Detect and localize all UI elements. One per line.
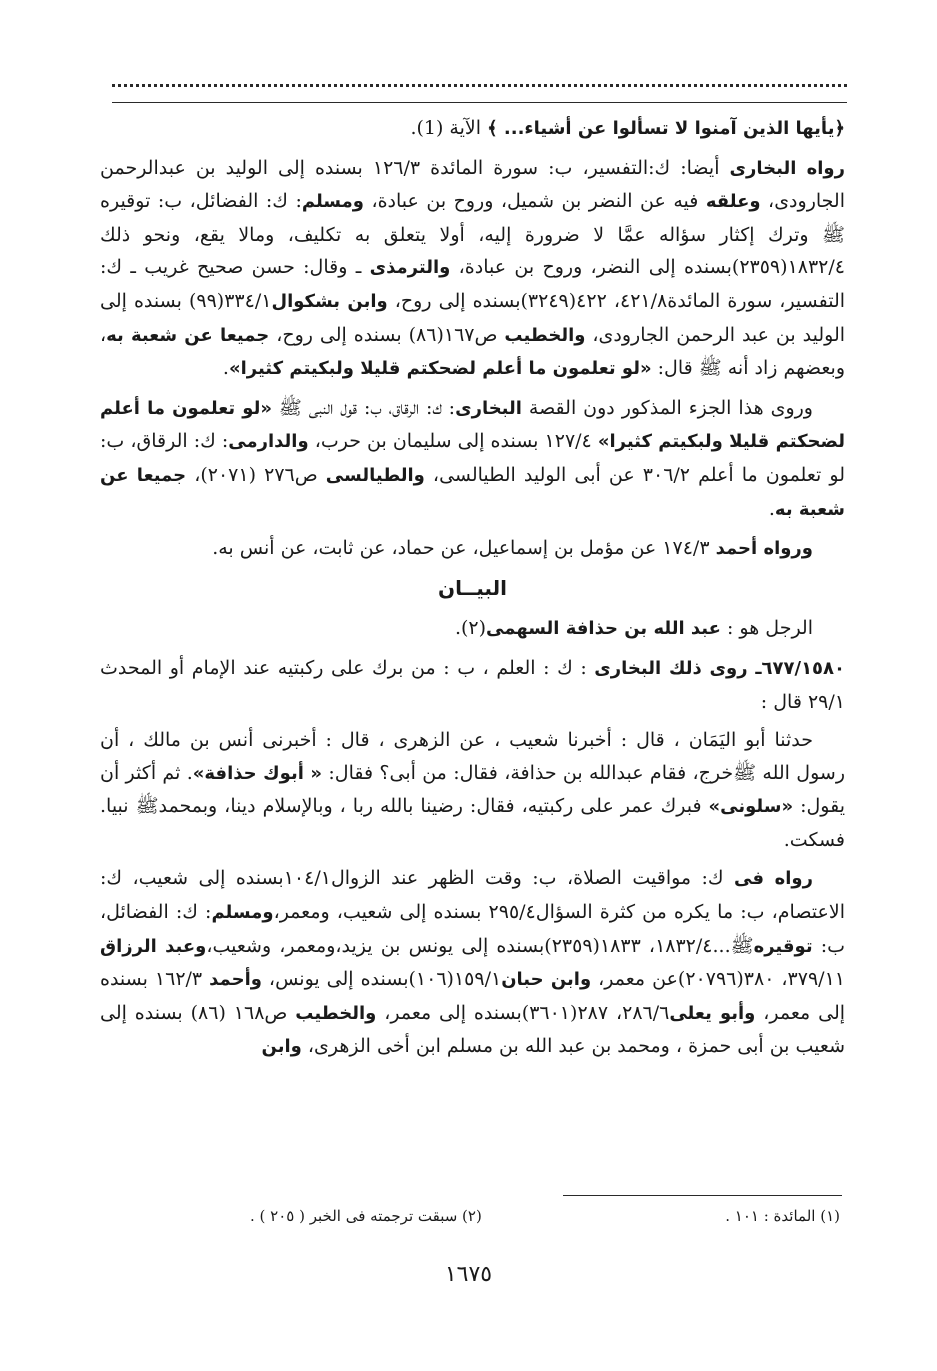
bold-span: «لو تعلمون ما أعلم لضحكتم قليلا ولبكيتم كثيرا» — [100, 397, 846, 453]
text-span: ، وبعضهم زاد أنه ﷺ قال: — [100, 323, 845, 380]
hadith-block — [100, 612, 845, 1064]
text-span: . ثم أكثر أن يقول: — [100, 761, 845, 818]
text-span: : ك: الفضائل، ب: توقيره ﷺ وترك إكثار سؤاله عمَّا لا ضرورة إليه، أولا يتعلق به تكليف، ومالا يقع، ونحو ذلك ١٨٣٢/٤(٢٣٥٩)بسنده إلى النضر، وروح بن عبادة، — [100, 190, 845, 279]
bold-span: وابن بشكوال — [271, 290, 388, 312]
bold-span: وابن — [261, 1036, 302, 1058]
bold-span: والخطيب — [504, 324, 586, 346]
footnote-1: (١) المائدة : ١٠١ . — [725, 1207, 840, 1225]
page-number: ١٦٧٥ — [444, 1262, 493, 1287]
paragraph — [100, 724, 845, 856]
text-span: ك: مواقيت الصلاة، ب: وقت الظهر عند الزوال١٠٤/١بسنده إلى شعيب، ك: الاعتصام، ب: ما يكره من كثرة السؤال٢٩٥/٤ بسنده إلى شعيب، ومعمر، — [100, 867, 845, 924]
bold-span: «لو تعلمون ما أعلم لضحكتم قليلا ولبكيتم كثيرا» — [228, 358, 652, 380]
bold-span: البخارى — [455, 397, 522, 419]
bold-span: والطيالسى — [325, 464, 425, 486]
footnote-2: (٢) سبقت ترجمته فى الخبر ( ٢٠٥ ) . — [250, 1207, 482, 1225]
paragraph — [100, 652, 845, 718]
bold-span: والخطيب — [295, 1002, 377, 1024]
bold-span: والدارمى — [228, 431, 309, 453]
text-span: ١٦٢/٣ بسنده إلى معمر، — [100, 968, 846, 1024]
text-span: ٣٣٤/١(٩٩) بسنده إلى الوليد بن عبد الرحمن الجارودى، — [100, 289, 846, 346]
text-span: ﷺ...١٨٣٢/٤، ١٨٣٣(٢٣٥٩)بسنده إلى يونس بن يزيد،ومعمر، وشعيب، — [206, 934, 754, 957]
text-span: ١٢٧/٤ بسنده إلى سليمان بن حرب، — [308, 430, 598, 453]
bold-span: ومسلم — [301, 191, 364, 213]
text-span: . — [768, 497, 775, 520]
text-span: فبرك عمر على ركبتيه، فقال: رضينا بالله ربا ، وبالإسلام دينا، وبمحمدﷺ نبيا. فسكت. — [100, 795, 845, 851]
bold-span: جميعا عن شعبة به — [100, 464, 845, 520]
top-dotted-line — [112, 84, 847, 87]
bold-span: وأحمد — [209, 969, 262, 991]
bold-span: ورواه أحمد — [715, 538, 813, 560]
bold-span: وعبد الرزاق — [100, 935, 207, 957]
footnotes — [250, 1205, 840, 1227]
paragraph — [100, 532, 845, 566]
text-span: فيه عن النضر بن شميل، وروح بن عبادة، — [363, 190, 706, 213]
text-span: . — [222, 357, 229, 380]
text-span: : ك : العلم ، ب : من برك على ركبتيه عند الإمام أو المحدث ٢٩/١ قال : — [100, 656, 845, 713]
footnote-rule — [563, 1195, 842, 1196]
bold-span: جميعا عن شعبة به — [106, 324, 270, 346]
section-heading: البيــان — [438, 575, 507, 600]
text-span: (٢). — [454, 617, 487, 640]
text-span: : ك: الفضائل، ب: — [100, 901, 846, 957]
text-span: ص١٦٧(٨٦) بسنده إلى روح، — [269, 323, 505, 346]
bold-span: «سلونى» — [708, 796, 794, 818]
main-text — [100, 112, 845, 1070]
bold-span: ٦٧٧/١٥٨٠ـ روى ذلك البخارى — [594, 657, 846, 679]
text-span: أيضا: ك:التفسير، ب: سورة المائدة ١٢٦/٣ بسنده إلى الوليد بن عبدالرحمن الجارودى، — [100, 156, 845, 213]
text-span: ـ وقال: حسن صحيح غريب ـ ك: التفسير، سورة المائدة٤٢١/٨، ٤٢٢(٣٢٤٩)بسنده إلى روح، — [100, 256, 846, 312]
text-span: ١٥٩/١(١٠٦)بسنده إلى يونس، — [261, 968, 502, 991]
paragraph — [100, 152, 845, 386]
bold-span: رواه البخارى — [729, 157, 845, 179]
bold-span: وعلقه — [705, 191, 761, 213]
header-rule — [112, 102, 847, 103]
bold-span: رواه فى — [734, 868, 813, 890]
commentary-block — [100, 112, 845, 566]
bold-span: والترمذى — [369, 257, 451, 279]
bold-span: ﴿يأيها الذين آمنوا لا تسألوا عن أشياء... ﴾ — [487, 118, 845, 139]
paragraph — [100, 612, 845, 646]
text-span: الآية ( — [435, 117, 488, 139]
text-span: : ك: الرقاق، ب: لو تعلمون ما أعلم ٣٠٦/٢ عن أبى الوليد الطيالسى، — [100, 430, 845, 486]
bold-span: توقيره — [753, 935, 813, 957]
text-span: الرجل هو : — [720, 617, 813, 640]
text-span: ١٧٤/٣ عن مؤمل بن إسماعيل، عن حماد، عن ثابت، عن أنس به. — [212, 537, 716, 560]
text-span: ٢٨٦/٦، ٢٨٧(٣٦٠١)بسنده إلى معمر، — [376, 1001, 670, 1024]
bold-span: وابن حبان — [501, 969, 592, 991]
paragraph — [100, 862, 845, 1064]
paragraph — [100, 112, 845, 146]
text-span: ص٢٧٦ (٢٠٧١)، — [186, 463, 326, 486]
paragraph — [100, 392, 845, 526]
bold-span: « أبوك حذافة» — [192, 762, 323, 784]
text-span: حدثنا أبو اليَمَان ، قال : أخبرنا شعيب ، عن الزهرى ، قال : أخبرنى أنس بن مالك ، أن رسول الله ﷺخرج، فقام عبدالله بن حذافة، فقال: من أبى؟ فقال: — [100, 729, 845, 784]
bold-span: عبد الله بن حذافة السهمى — [486, 618, 721, 640]
text-span: : ك: الرقاق، ب: قول النبى ﷺ — [271, 396, 456, 419]
bold-span: وأبو يعلى — [669, 1002, 756, 1024]
bold-span: ومسلم — [211, 902, 274, 924]
text-span: وروى هذا الجزء المذكور دون القصة — [521, 396, 813, 419]
text-span: 1 — [423, 117, 436, 139]
text-span: ص١٦٨ (٨٦) بسنده إلى شعيب بن أبى حمزة ، ومحمد بن عبد الله بن مسلم ابن أخى الزهرى، — [100, 1001, 845, 1058]
text-span: ٣٧٩/١١، ٣٨٠(٢٠٧٩٦)عن معمر، — [591, 968, 845, 991]
text-span: ). — [410, 117, 424, 139]
